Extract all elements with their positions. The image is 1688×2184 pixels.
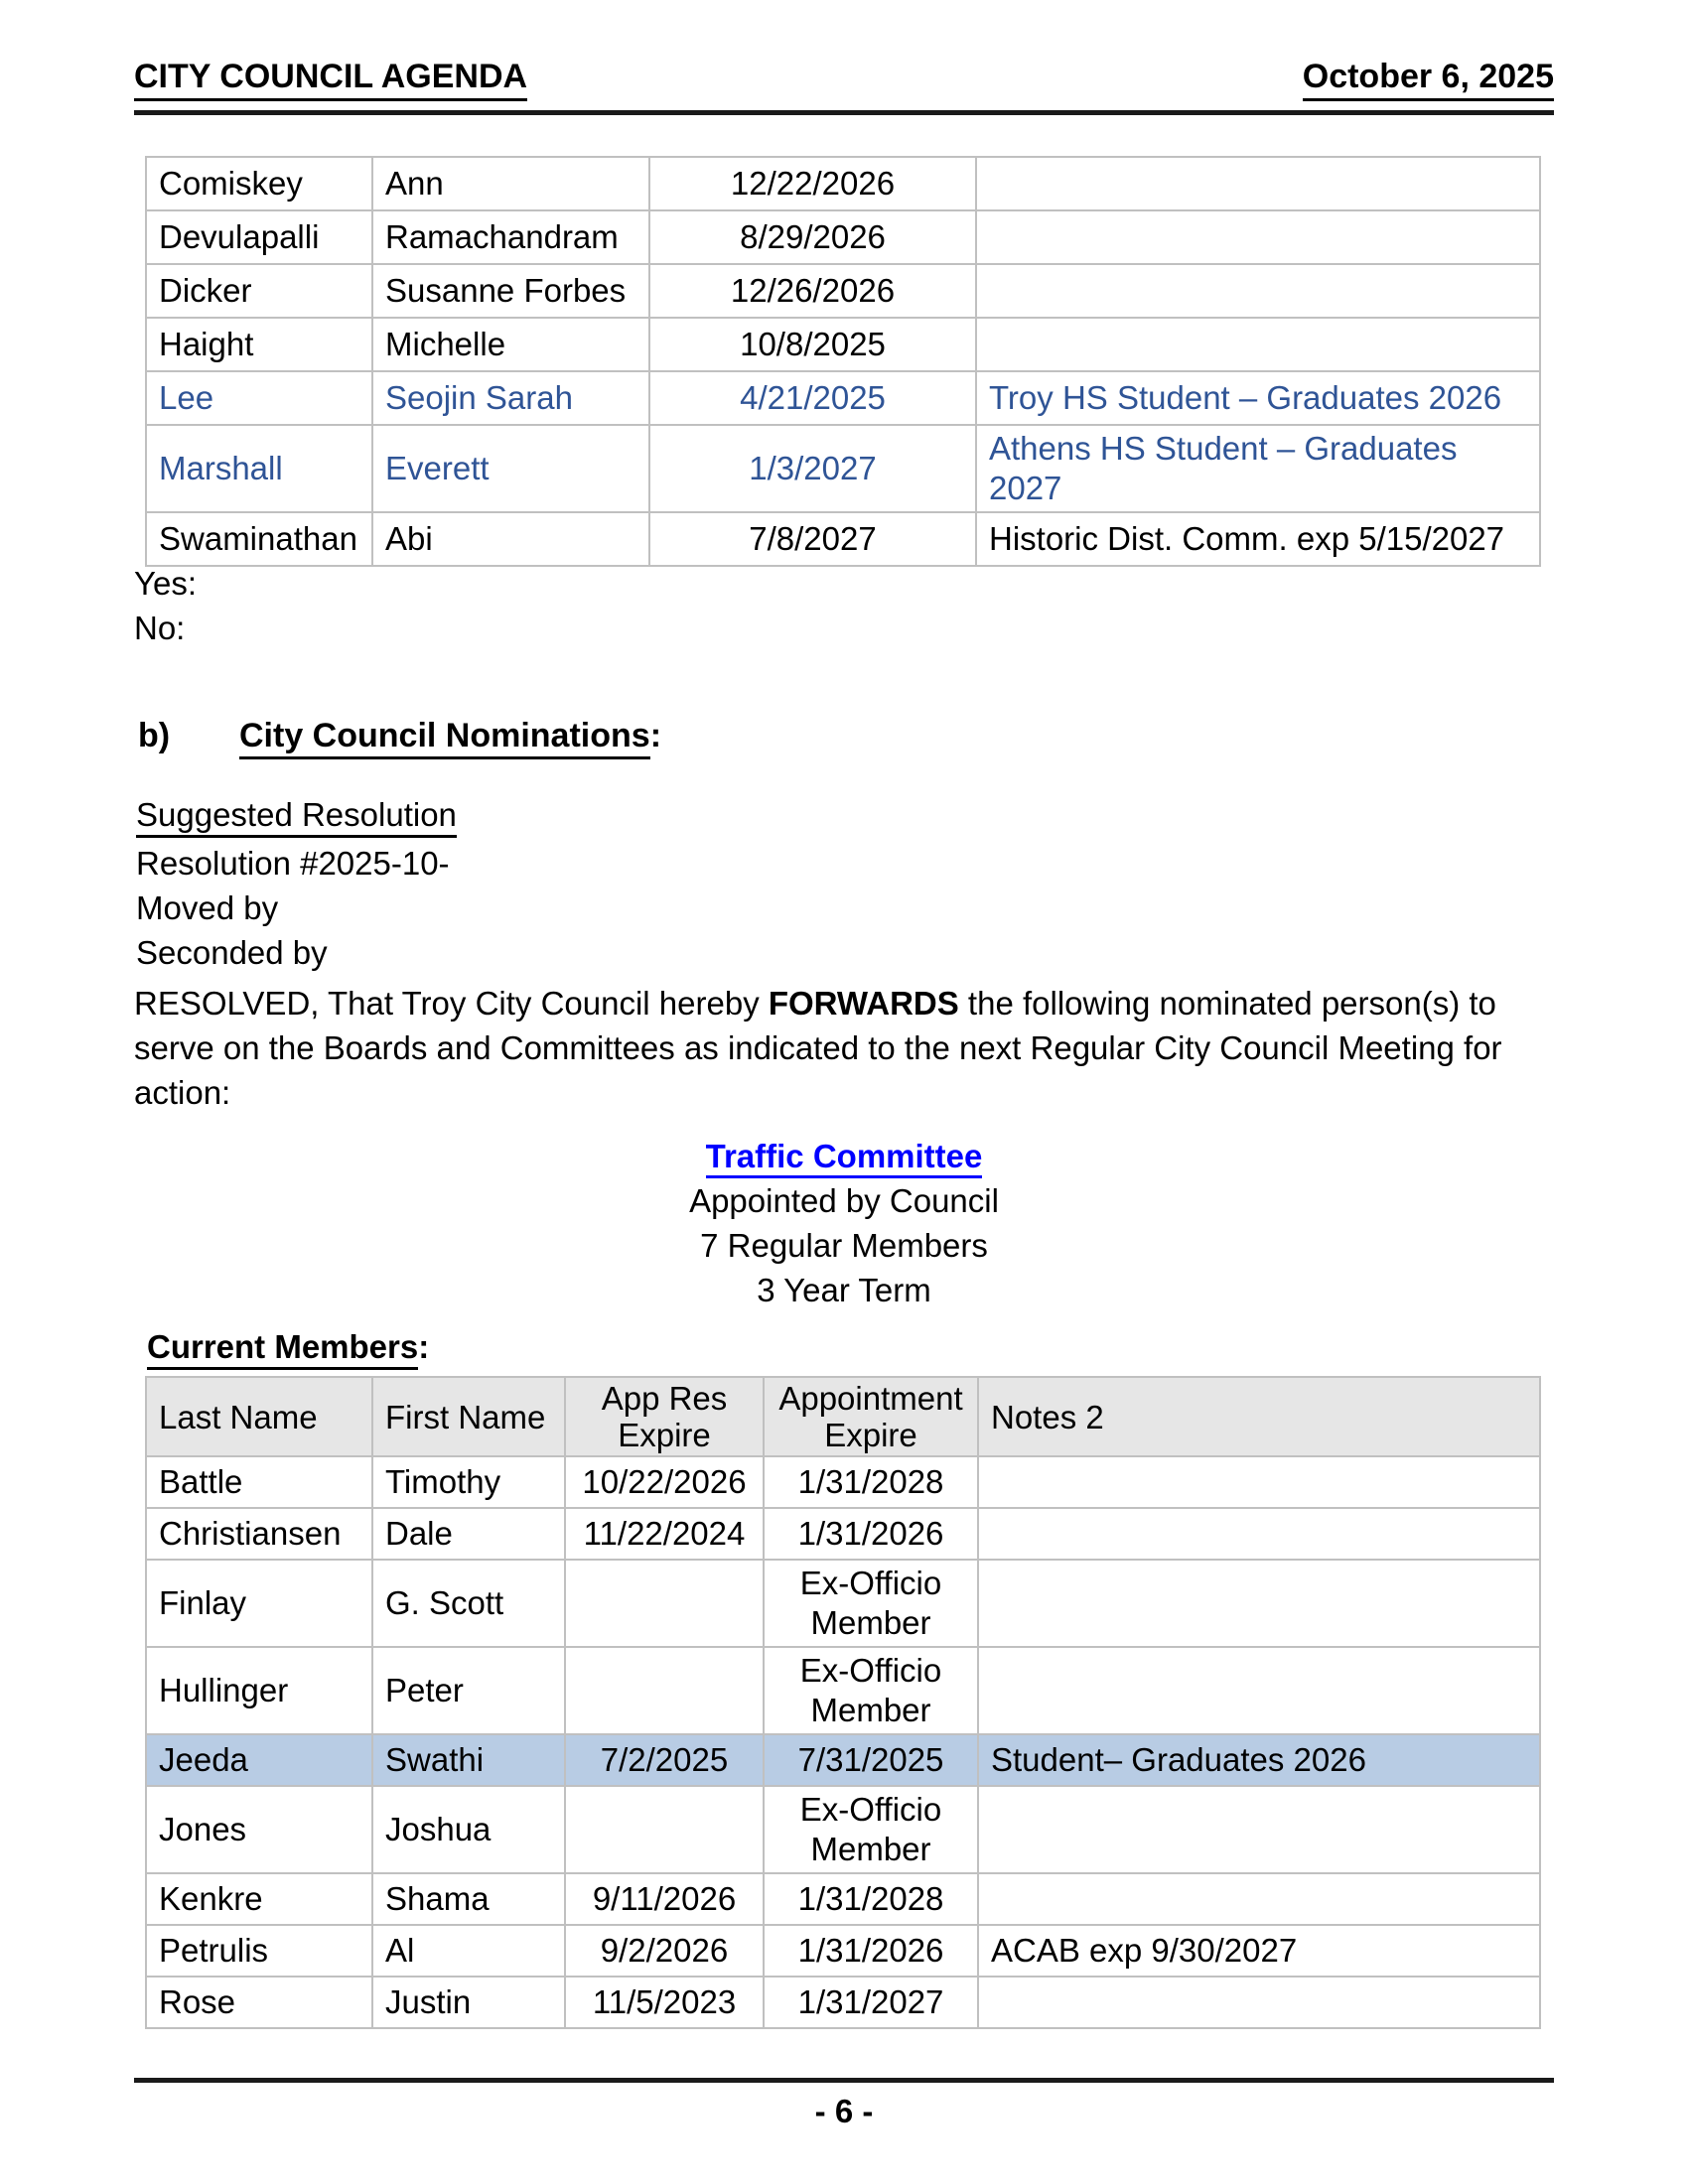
resolved-text-line2: serve on the Boards and Committees as indicated to the next Regular City Council Meeting for	[134, 1029, 1502, 1066]
last-name-cell: Jeeda	[146, 1734, 372, 1786]
nominees-table-body	[146, 157, 1540, 566]
app-res-expire-cell	[565, 1560, 764, 1647]
column-header: Appointment Expire	[764, 1377, 978, 1456]
column-header: Last Name	[146, 1377, 372, 1456]
notes-cell	[978, 1786, 1540, 1873]
resolved-text-line3: action:	[134, 1074, 231, 1111]
table-row	[146, 157, 1540, 210]
table-row	[146, 1977, 1540, 2028]
table-row	[146, 1873, 1540, 1925]
column-header: Notes 2	[978, 1377, 1540, 1456]
section-b-colon: :	[649, 717, 662, 754]
last-name-cell: Haight	[146, 318, 372, 371]
app-res-expire-cell: 11/5/2023	[565, 1977, 764, 2028]
current-members-table	[145, 1376, 1541, 2029]
table-row	[146, 1786, 1540, 1873]
last-name-cell: Rose	[146, 1977, 372, 2028]
last-name-cell: Devulapalli	[146, 210, 372, 264]
column-header: App Res Expire	[565, 1377, 764, 1456]
committee-member-count: 7 Regular Members	[700, 1227, 988, 1264]
page-date: October 6, 2025	[1303, 58, 1554, 101]
current-members-colon: :	[418, 1328, 430, 1365]
last-name-cell: Jones	[146, 1786, 372, 1873]
appointment-expire-cell: Ex-Officio Member	[764, 1786, 978, 1873]
app-res-expire-cell	[565, 1786, 764, 1873]
app-res-expire-cell: 11/22/2024	[565, 1508, 764, 1560]
appointment-expire-cell: 1/31/2026	[764, 1925, 978, 1977]
last-name-cell: Lee	[146, 371, 372, 425]
resolved-text-post: the following nominated person(s) to	[958, 985, 1496, 1022]
members-table-head	[146, 1377, 1540, 1456]
table-row	[146, 318, 1540, 371]
table-row	[146, 264, 1540, 318]
current-members-heading	[147, 1328, 429, 1366]
first-name-cell: Swathi	[372, 1734, 565, 1786]
table-row	[146, 1560, 1540, 1647]
table-row	[146, 1734, 1540, 1786]
notes-cell	[976, 264, 1540, 318]
committee-appointed-by: Appointed by Council	[689, 1182, 999, 1219]
first-name-cell: Ramachandram	[372, 210, 649, 264]
last-name-cell: Kenkre	[146, 1873, 372, 1925]
current-members-title: Current Members	[147, 1328, 418, 1370]
committee-term: 3 Year Term	[757, 1272, 931, 1308]
first-name-cell: Michelle	[372, 318, 649, 371]
appointment-expire-cell: 1/31/2028	[764, 1456, 978, 1508]
table-row	[146, 210, 1540, 264]
resolution-number-line: Resolution #2025-10-	[136, 845, 450, 882]
expire-date-cell: 4/21/2025	[649, 371, 976, 425]
seconded-by-line: Seconded by	[136, 934, 328, 971]
appointment-expire-cell: 1/31/2026	[764, 1508, 978, 1560]
moved-by-line: Moved by	[136, 889, 279, 926]
traffic-committee-link[interactable]: Traffic Committee	[706, 1138, 983, 1178]
appointment-expire-cell: Ex-Officio Member	[764, 1560, 978, 1647]
resolved-paragraph	[134, 981, 1594, 1115]
expire-date-cell: 12/26/2026	[649, 264, 976, 318]
first-name-cell: Abi	[372, 512, 649, 566]
last-name-cell: Christiansen	[146, 1508, 372, 1560]
table-row	[146, 512, 1540, 566]
resolution-block	[136, 792, 457, 975]
notes-cell: Troy HS Student – Graduates 2026	[976, 371, 1540, 425]
notes-cell: Historic Dist. Comm. exp 5/15/2027	[976, 512, 1540, 566]
first-name-cell: Dale	[372, 1508, 565, 1560]
last-name-cell: Battle	[146, 1456, 372, 1508]
expire-date-cell: 10/8/2025	[649, 318, 976, 371]
appointment-expire-cell: 7/31/2025	[764, 1734, 978, 1786]
last-name-cell: Comiskey	[146, 157, 372, 210]
vote-no-label: No:	[134, 610, 186, 646]
vote-yes-label: Yes:	[134, 565, 198, 602]
first-name-cell: Everett	[372, 425, 649, 512]
vote-block	[134, 561, 197, 650]
last-name-cell: Swaminathan	[146, 512, 372, 566]
section-b-marker: b)	[138, 717, 171, 754]
first-name-cell: G. Scott	[372, 1560, 565, 1647]
notes-cell: Student– Graduates 2026	[978, 1734, 1540, 1786]
expire-date-cell: 12/22/2026	[649, 157, 976, 210]
appointment-expire-cell: 1/31/2028	[764, 1873, 978, 1925]
resolved-text-pre: RESOLVED, That Troy City Council hereby	[134, 985, 769, 1022]
last-name-cell: Marshall	[146, 425, 372, 512]
notes-cell	[978, 1647, 1540, 1734]
members-table-body	[146, 1456, 1540, 2028]
suggested-resolution-heading: Suggested Resolution	[136, 796, 457, 838]
notes-cell: ACAB exp 9/30/2027	[978, 1925, 1540, 1977]
first-name-cell: Al	[372, 1925, 565, 1977]
table-row	[146, 371, 1540, 425]
last-name-cell: Petrulis	[146, 1925, 372, 1977]
appointment-expire-cell: Ex-Officio Member	[764, 1647, 978, 1734]
notes-cell	[978, 1873, 1540, 1925]
page-number: - 6 -	[814, 2093, 874, 2129]
table-row	[146, 1925, 1540, 1977]
first-name-cell: Peter	[372, 1647, 565, 1734]
first-name-cell: Susanne Forbes	[372, 264, 649, 318]
page-header	[134, 58, 1554, 115]
table-row	[146, 1647, 1540, 1734]
last-name-cell: Dicker	[146, 264, 372, 318]
notes-cell	[978, 1456, 1540, 1508]
app-res-expire-cell: 9/2/2026	[565, 1925, 764, 1977]
page-title: CITY COUNCIL AGENDA	[134, 58, 527, 101]
table-header-row	[146, 1377, 1540, 1456]
app-res-expire-cell: 7/2/2025	[565, 1734, 764, 1786]
notes-cell	[978, 1560, 1540, 1647]
committee-block	[134, 1134, 1554, 1312]
section-b-heading	[138, 717, 661, 755]
appointment-expire-cell: 1/31/2027	[764, 1977, 978, 2028]
notes-cell	[976, 157, 1540, 210]
table-row	[146, 425, 1540, 512]
table-row	[146, 1456, 1540, 1508]
expire-date-cell: 7/8/2027	[649, 512, 976, 566]
last-name-cell: Finlay	[146, 1560, 372, 1647]
resolved-text-bold: FORWARDS	[768, 985, 959, 1022]
first-name-cell: Timothy	[372, 1456, 565, 1508]
notes-cell: Athens HS Student – Graduates 2027	[976, 425, 1540, 512]
first-name-cell: Justin	[372, 1977, 565, 2028]
expire-date-cell: 8/29/2026	[649, 210, 976, 264]
notes-cell	[976, 318, 1540, 371]
first-name-cell: Seojin Sarah	[372, 371, 649, 425]
section-b-title: City Council Nominations	[239, 717, 650, 759]
last-name-cell: Hullinger	[146, 1647, 372, 1734]
page-footer	[134, 2078, 1554, 2130]
notes-cell	[978, 1977, 1540, 2028]
notes-cell	[978, 1508, 1540, 1560]
app-res-expire-cell	[565, 1647, 764, 1734]
app-res-expire-cell: 10/22/2026	[565, 1456, 764, 1508]
notes-cell	[976, 210, 1540, 264]
column-header: First Name	[372, 1377, 565, 1456]
app-res-expire-cell: 9/11/2026	[565, 1873, 764, 1925]
nominees-table	[145, 156, 1541, 567]
first-name-cell: Shama	[372, 1873, 565, 1925]
table-row	[146, 1508, 1540, 1560]
expire-date-cell: 1/3/2027	[649, 425, 976, 512]
first-name-cell: Ann	[372, 157, 649, 210]
first-name-cell: Joshua	[372, 1786, 565, 1873]
